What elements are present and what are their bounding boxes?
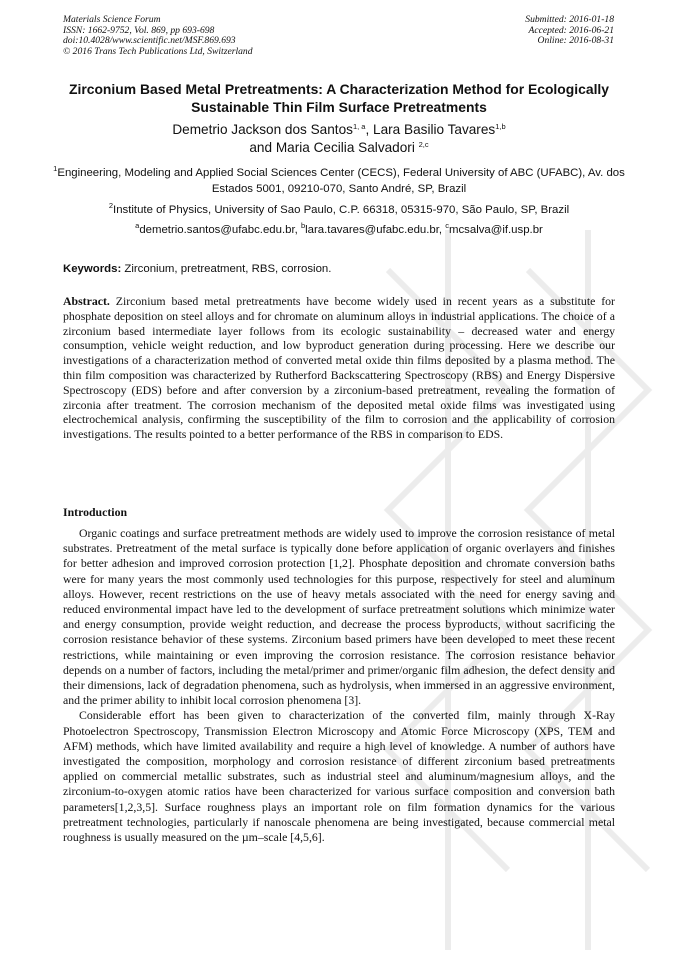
affiliation-1: $^1$Engineering, Modeling and Applied Social Sciences Center (CECS), Federal University of ABC (UFABC), Av. dos Estados 5001, 09210-070, Santo André, SP, Brazil <box>53 164 625 195</box>
email-link[interactable]: demetrio.santos@ufabc.edu.br, <box>139 224 301 236</box>
paragraph: Considerable effort has been given to characterization of the converted film, mainly through X-Ray Photoelectron Spectroscopy, Transmission Electron Microscopy and Atomic Force Microscopy (XPS, TEM and AFM) methods, which have limited availability and require a high level of knowledge. A number of authors have investigated the composition, morphology and corrosion resistance of different zirconium based pretreatments applied on commercial metallic substrates, such as industrial steel and aluminum/magnesium alloys, and the zirconium-to-oxygen atomic ratios have been characterized for various surface composition and conversion bath parameters[1,2,3,5]. Surface roughness plays an important role on film formation dynamics for the various pretreatment technologies, particularly if nanoscale phenomena are being investigated, because commercial metal roughness is usually measured on the µm–scale [4,5,6]. <box>63 708 615 845</box>
journal-issn: ISSN: 1662-9752, Vol. 869, pp 693-698 <box>63 24 215 36</box>
paragraph: Organic coatings and surface pretreatment methods are widely used to improve the corrosion resistance of metal substrates. Pretreatment of the metal surface is typically done before application of organic overlayers and finishes for better adhesion and improved corrosion protection [1,2]. Phosphate deposition and chromate conversion baths were for many years the most commonly used technologies for this purpose, respectively for steel and aluminum alloys. However, recent restrictions on the use of heavy metals associated with the need for energy saving and reduced environmental impact have led to the development of surface pretreatment solutions which minimize water and energy consumption, provide weight reduction, and decrease the process byproducts, without sacrificing the corrosion resistance behavior of these systems. Zirconium based primers have been developed to meet these recent restrictions, while maintaining or even improving the corrosion resistance. The corrosion resistance behavior depends on a number of factors, including the metal/primer and primer/organic film adhesion, the defect density and their dimensions, lack of degradation phenomena, such as hydrolysis, when immersed in an aggressive environment, and the primer ability to inhibit local corrosion phenomena [3]. <box>63 526 615 708</box>
section-heading-introduction: Introduction <box>63 505 128 519</box>
email-link[interactable]: mcsalva@if.usp.br <box>448 224 543 236</box>
keywords <box>63 262 615 276</box>
author-affil-mark: 1, a <box>352 122 366 131</box>
submitted-date: Submitted: 2016-01-18 <box>525 14 614 25</box>
author-name: Lara Basilio Tavares <box>373 122 496 137</box>
accepted-date: Accepted: 2016-06-21 <box>528 24 614 36</box>
author-affil-mark: 2,c <box>418 140 429 149</box>
introduction-body <box>63 526 615 845</box>
abstract-text: Zirconium based metal pretreatments have become widely used in recent years as a substitute for phosphate deposition on steel alloys and for chromate on aluminum alloys in industrial applications. The choice of a zirconium based intermediate layer follows from its ecologic sustainability – decreased water and energy consumption, vehicle weight reduction, and low byproduct generation during processing. Here we describe our investigations of a characterization method of converted metal oxide thin films deposited by a plasma method. The thin film composition was characterized by Rutherford Backscattering Spectroscopy (RBS) and Energy Dispersive Spectroscopy (EDS) before and after conversion by a zirconium-based pretreatment, revealing the formation of zirconia after treatment. The corrosion mechanism of the deposited metal oxide films was investigated using electrochemical analysis, confirming the susceptibility of the film to corrosion and the applicability of corrosion investigations. The results pointed to a better performance of the RBS in comparison to EDS. <box>63 294 615 442</box>
author-emails: $^a$demetrio.santos@ufabc.edu.br, $^b$lara.tavares@ufabc.edu.br, $^c$mcsalva@if.usp.br <box>135 221 543 236</box>
online-date: Online: 2016-08-31 <box>537 35 614 47</box>
keywords-text: Zirconium, pretreatment, RBS, corrosion. <box>121 263 332 275</box>
journal-name: Materials Science Forum <box>63 14 161 25</box>
author-name: Demetrio Jackson dos Santos <box>172 122 353 137</box>
journal-copyright: © 2016 Trans Tech Publications Ltd, Switzerland <box>63 45 253 57</box>
author-list: Demetrio Jackson dos Santos$^{1, a}$, Lara Basilio Tavares$^{1,b}$ and Maria Cecilia Salvadori $^{2,c}$ <box>172 122 506 155</box>
abstract-label: Abstract. <box>63 294 110 308</box>
journal-info <box>63 15 253 57</box>
author-affil-mark: 1,b <box>495 122 506 131</box>
email-link[interactable]: lara.tavares@ufabc.edu.br, <box>305 224 446 236</box>
publication-dates <box>525 15 614 47</box>
affiliation-2: $^2$Institute of Physics, University of Sao Paulo, C.P. 66318, 05315-970, São Paulo, SP, Brazil <box>108 201 570 216</box>
keywords-label: Keywords: <box>63 263 122 275</box>
author-name: Maria Cecilia Salvadori <box>275 140 419 155</box>
paper-title: Zirconium Based Metal Pretreatments: A Characterization Method for Ecologically Sustainable Thin Film Surface Pretreatments <box>68 81 610 115</box>
journal-doi: doi:10.4028/www.scientific.net/MSF.869.693 <box>63 35 236 47</box>
abstract <box>63 294 615 442</box>
